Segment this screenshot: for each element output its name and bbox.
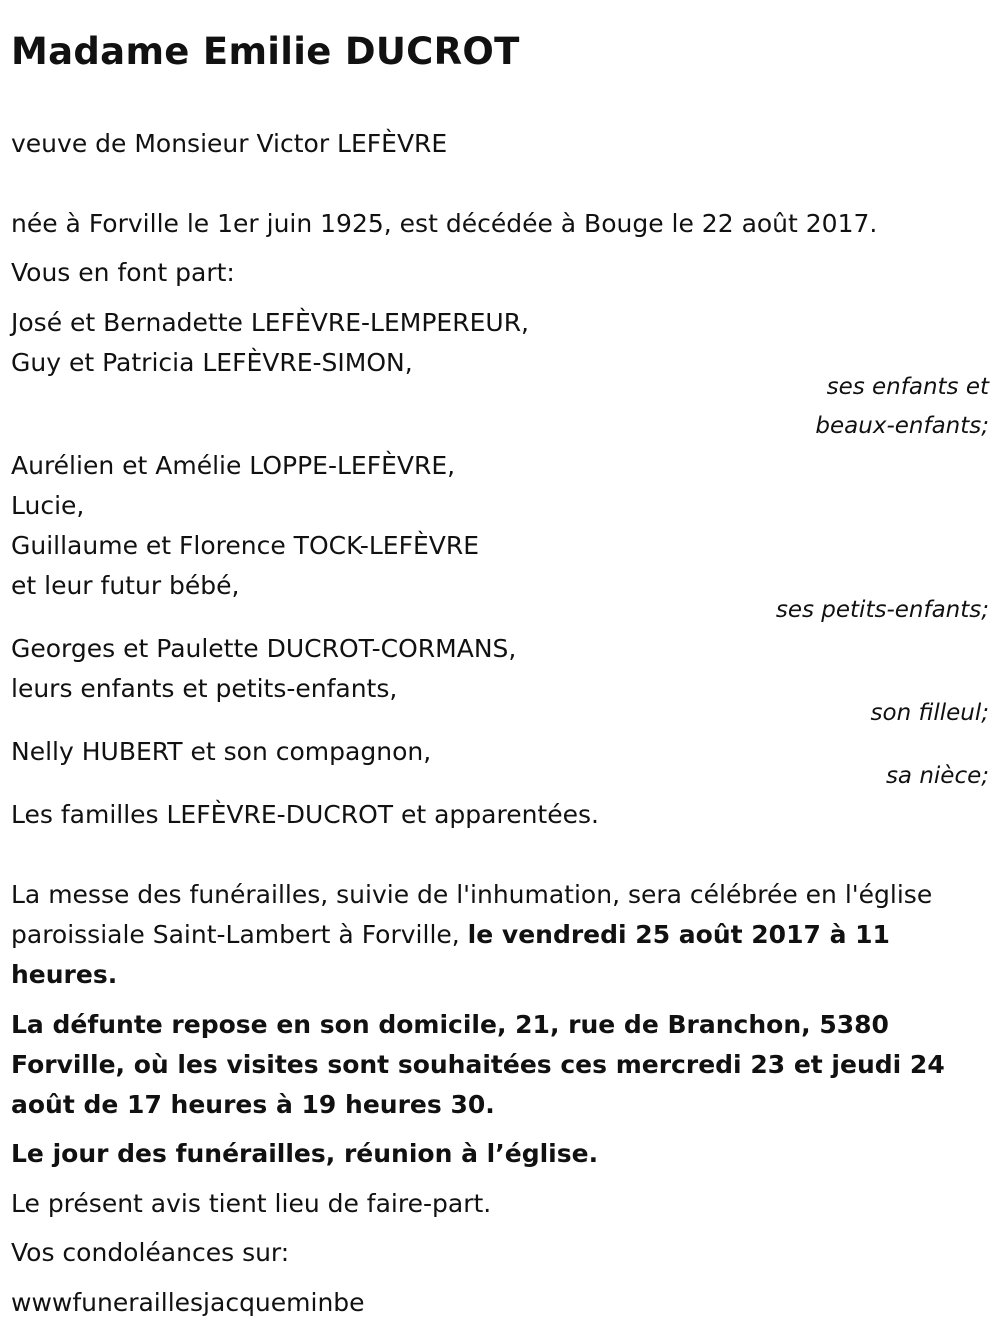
meeting-line: Le jour des funérailles, réunion à l’église. bbox=[11, 1139, 599, 1168]
deceased-name: Madame Emilie DUCROT bbox=[11, 30, 520, 73]
child-line: José et Bernadette LEFÈVRE-LEMPEREUR, bbox=[11, 308, 530, 337]
condolences-line: Vos condoléances sur: bbox=[11, 1238, 290, 1267]
children-relation-label: beaux-enfants; bbox=[815, 413, 989, 439]
niece-relation-label: sa nièce; bbox=[885, 763, 989, 789]
mass-text: La messe des funérailles, suivie de l'inhumation, sera célébrée en l'église paroissiale Saint-Lambert à Forville, bbox=[11, 880, 933, 949]
grandchild-line: Aurélien et Amélie LOPPE-LEFÈVRE, bbox=[11, 451, 456, 480]
grandchild-line: et leur futur bébé, bbox=[11, 571, 240, 600]
mass-date: le vendredi 25 août 2017 à 11 heures. bbox=[11, 920, 890, 989]
grandchild-line: Lucie, bbox=[11, 491, 85, 520]
condolences-website[interactable]: wwwfuneraillesjacqueminbe bbox=[11, 1288, 365, 1317]
announce-line: Vous en font part: bbox=[11, 258, 235, 287]
child-line: Guy et Patricia LEFÈVRE-SIMON, bbox=[11, 348, 413, 377]
notice-note-line: Le présent avis tient lieu de faire-part. bbox=[11, 1189, 492, 1218]
godson-line: leurs enfants et petits-enfants, bbox=[11, 674, 398, 703]
grandchildren-relation-label: ses petits-enfants; bbox=[775, 597, 989, 623]
repose-paragraph: La défunte repose en son domicile, 21, rue de Branchon, 5380 Forville, où les visites sont souhaitées ces mercredi 23 et jeudi 24 août de 17 heures à 19 heures 30. bbox=[11, 1010, 945, 1119]
grandchild-line: Guillaume et Florence TOCK-LEFÈVRE bbox=[11, 531, 480, 560]
niece-line: Nelly HUBERT et son compagnon, bbox=[11, 737, 432, 766]
families-line: Les familles LEFÈVRE-DUCROT et apparentées. bbox=[11, 800, 599, 829]
birth-death-line: née à Forville le 1er juin 1925, est décédée à Bouge le 22 août 2017. bbox=[11, 209, 878, 238]
godson-line: Georges et Paulette DUCROT-CORMANS, bbox=[11, 634, 517, 663]
mass-paragraph bbox=[11, 875, 986, 995]
widow-of-line: veuve de Monsieur Victor LEFÈVRE bbox=[11, 129, 448, 158]
godson-relation-label: son filleul; bbox=[870, 700, 989, 726]
children-relation-label: ses enfants et bbox=[826, 374, 989, 400]
